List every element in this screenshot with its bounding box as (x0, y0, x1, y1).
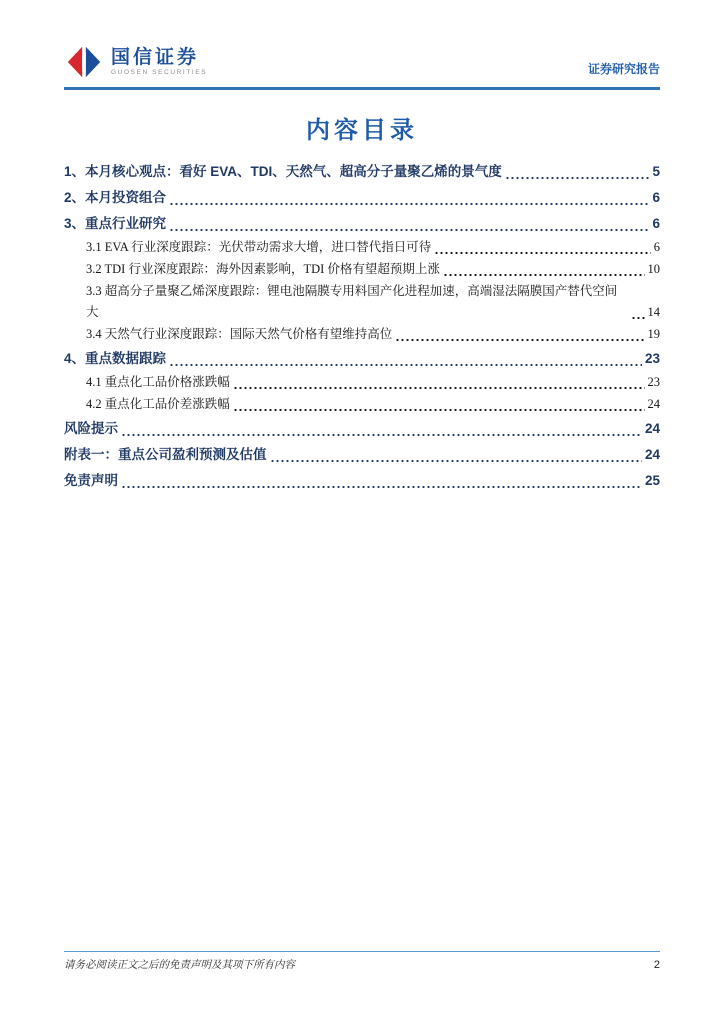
toc-entry-label: 3.4 天然气行业深度跟踪：国际天然气价格有望维持高位 (86, 327, 393, 341)
toc-entry-label: 2、本月投资组合 (64, 190, 167, 205)
footer-disclaimer: 请务必阅读正文之后的免责声明及其项下所有内容 (64, 960, 295, 971)
report-header (64, 44, 660, 80)
toc-page-number: 24 (644, 447, 660, 462)
toc-entry-label: 4、重点数据跟踪 (64, 351, 167, 366)
toc-dot-leader (434, 251, 650, 255)
toc-entry-label: 3.2 TDI 行业深度跟踪：海外因素影响，TDI 价格有望超预期上涨 (86, 262, 440, 276)
toc-entry[interactable] (64, 186, 660, 210)
toc-entry[interactable] (64, 237, 660, 258)
toc-dot-leader (169, 228, 649, 232)
guosen-logo-icon (64, 44, 104, 80)
footer-page-number: 2 (653, 959, 660, 971)
toc-page-number: 19 (647, 327, 660, 341)
toc-dot-leader (505, 176, 650, 180)
toc-entry-label: 3.3 超高分子量聚乙烯深度跟踪：锂电池隔膜专用料国产化进程加速，高端湿法隔膜国产替代空间大 (86, 284, 618, 319)
toc-dot-leader (121, 433, 642, 437)
toc-page-number: 5 (652, 164, 660, 179)
toc-entry[interactable] (64, 417, 660, 441)
brand-logo (64, 44, 207, 80)
toc-entry[interactable] (64, 443, 660, 467)
toc-entry[interactable] (64, 394, 660, 415)
brand-name-cn: 国信证券 (111, 47, 200, 68)
toc-dot-leader (631, 316, 645, 320)
toc-entry[interactable] (64, 372, 660, 393)
toc-entry-label: 附表一：重点公司盈利预测及估值 (64, 447, 267, 462)
toc-dot-leader (443, 273, 645, 277)
brand-text (111, 48, 207, 76)
toc-entry[interactable] (64, 469, 660, 493)
toc-entry-label: 3、重点行业研究 (64, 216, 167, 231)
toc-page-number: 23 (644, 351, 660, 366)
toc-list (64, 160, 660, 493)
toc-entry-label: 3.1 EVA 行业深度跟踪：光伏带动需求大增，进口替代指日可待 (86, 240, 432, 254)
header-divider (64, 87, 660, 90)
toc-dot-leader (395, 338, 644, 342)
toc-entry-label: 4.2 重点化工品价差涨跌幅 (86, 397, 230, 411)
toc-entry-label: 风险提示 (64, 421, 118, 436)
toc-page-number: 25 (644, 473, 660, 488)
toc-dot-leader (233, 408, 645, 412)
toc-dot-leader (233, 386, 645, 390)
toc-page-number: 6 (652, 190, 660, 205)
toc-entry-label: 4.1 重点化工品价格涨跌幅 (86, 375, 230, 389)
toc-entry[interactable] (64, 324, 660, 345)
toc-dot-leader (169, 363, 642, 367)
toc-dot-leader (121, 485, 642, 489)
toc-page-number: 10 (647, 262, 660, 276)
toc-entry[interactable] (64, 347, 660, 371)
toc-entry[interactable] (64, 212, 660, 236)
toc-page-number: 6 (653, 240, 660, 254)
toc-entry[interactable] (64, 160, 660, 184)
toc-dot-leader (270, 459, 642, 463)
toc-page-number: 24 (644, 421, 660, 436)
toc-dot-leader (169, 202, 649, 206)
brand-name-en: GUOSEN SECURITIES (111, 69, 208, 76)
page-title: 内容目录 (306, 117, 418, 144)
toc-page-number: 6 (652, 216, 660, 231)
toc-page-number: 14 (647, 305, 660, 319)
toc-entry-label: 1、本月核心观点：看好 EVA、TDI、天然气、超高分子量聚乙烯的景气度 (64, 164, 502, 179)
toc-entry-label: 免责声明 (64, 473, 118, 488)
report-page (0, 0, 724, 493)
report-footer (64, 951, 660, 972)
toc-entry[interactable] (64, 281, 660, 323)
toc-entry[interactable] (64, 259, 660, 280)
toc-page-number: 23 (647, 375, 660, 389)
report-type-label: 证券研究报告 (587, 62, 660, 76)
toc-page-number: 24 (647, 397, 660, 411)
